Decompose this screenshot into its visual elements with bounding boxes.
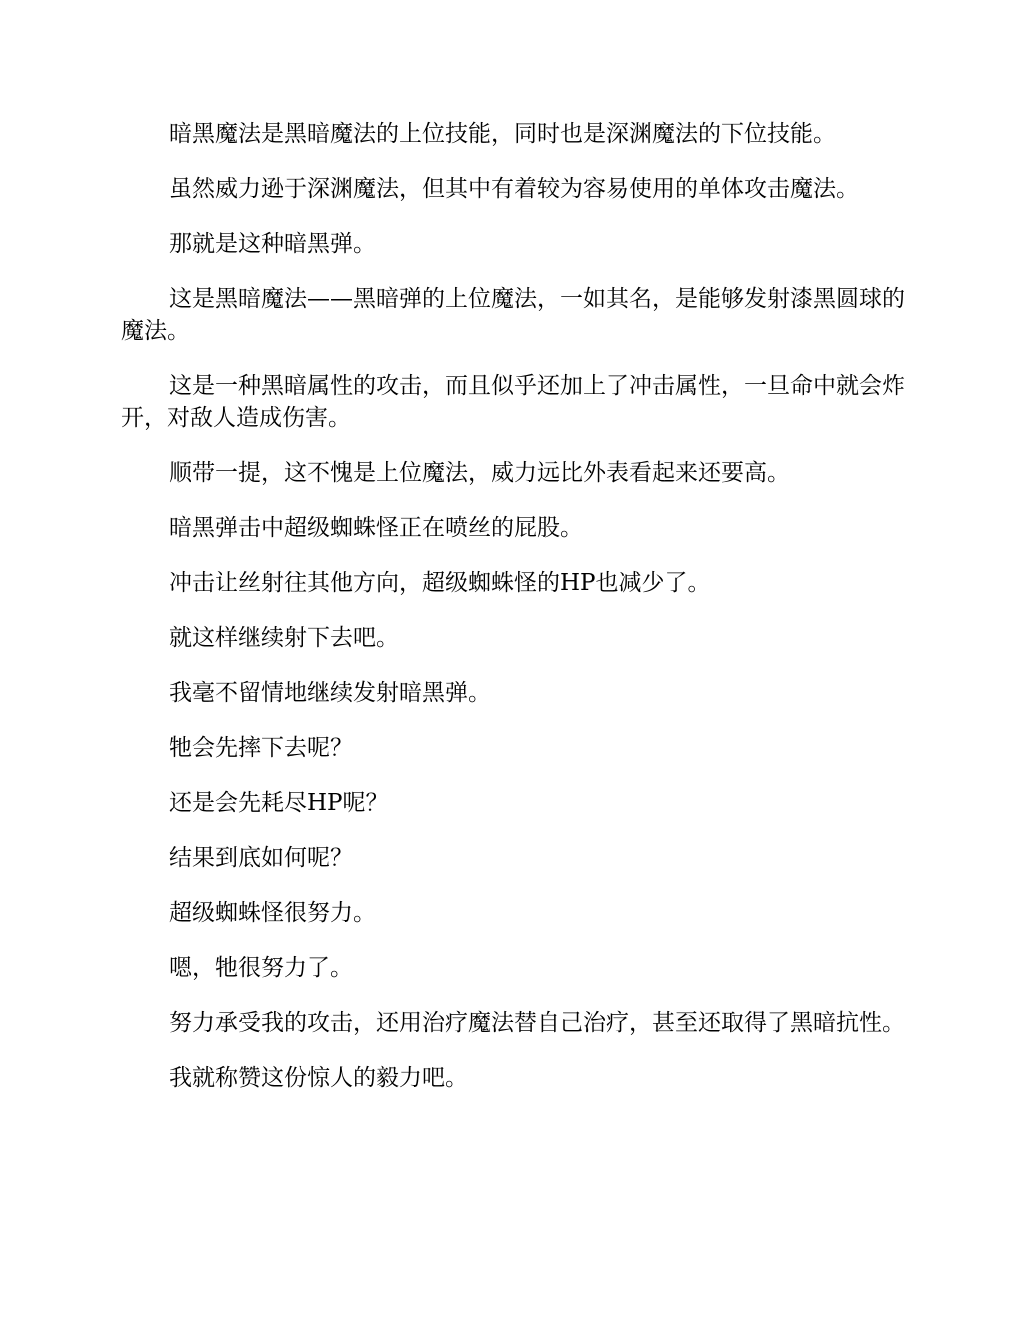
paragraph: 冲击让丝射往其他方向，超级蜘蛛怪的HP也减少了。	[169, 570, 711, 596]
paragraph: 顺带一提，这不愧是上位魔法，威力远比外表看起来还要高。	[169, 460, 790, 486]
paragraph: 这是一种黑暗属性的攻击，而且似乎还加上了冲击属性，一旦命中就会炸开，对敌人造成伤害。	[121, 373, 905, 431]
paragraph: 嗯，牠很努力了。	[169, 955, 353, 981]
document-page	[121, 118, 906, 1117]
paragraph: 还是会先耗尽HP呢？	[169, 790, 389, 816]
paragraph: 这是黑暗魔法——黑暗弹的上位魔法，一如其名，是能够发射漆黑圆球的魔法。	[121, 286, 905, 344]
paragraph: 我就称赞这份惊人的毅力吧。	[169, 1065, 468, 1091]
paragraph: 结果到底如何呢？	[169, 845, 353, 871]
paragraph: 超级蜘蛛怪很努力。	[169, 900, 376, 926]
paragraph: 努力承受我的攻击，还用治疗魔法替自己治疗，甚至还取得了黑暗抗性。	[169, 1010, 905, 1036]
paragraph: 就这样继续射下去吧。	[169, 625, 399, 651]
paragraph: 牠会先摔下去呢？	[169, 735, 353, 761]
paragraph: 暗黑魔法是黑暗魔法的上位技能，同时也是深渊魔法的下位技能。	[169, 121, 836, 147]
paragraph: 暗黑弹击中超级蜘蛛怪正在喷丝的屁股。	[169, 515, 583, 541]
paragraph: 虽然威力逊于深渊魔法，但其中有着较为容易使用的单体攻击魔法。	[169, 176, 859, 202]
paragraph: 我毫不留情地继续发射暗黑弹。	[169, 680, 491, 706]
paragraph: 那就是这种暗黑弹。	[169, 231, 376, 257]
